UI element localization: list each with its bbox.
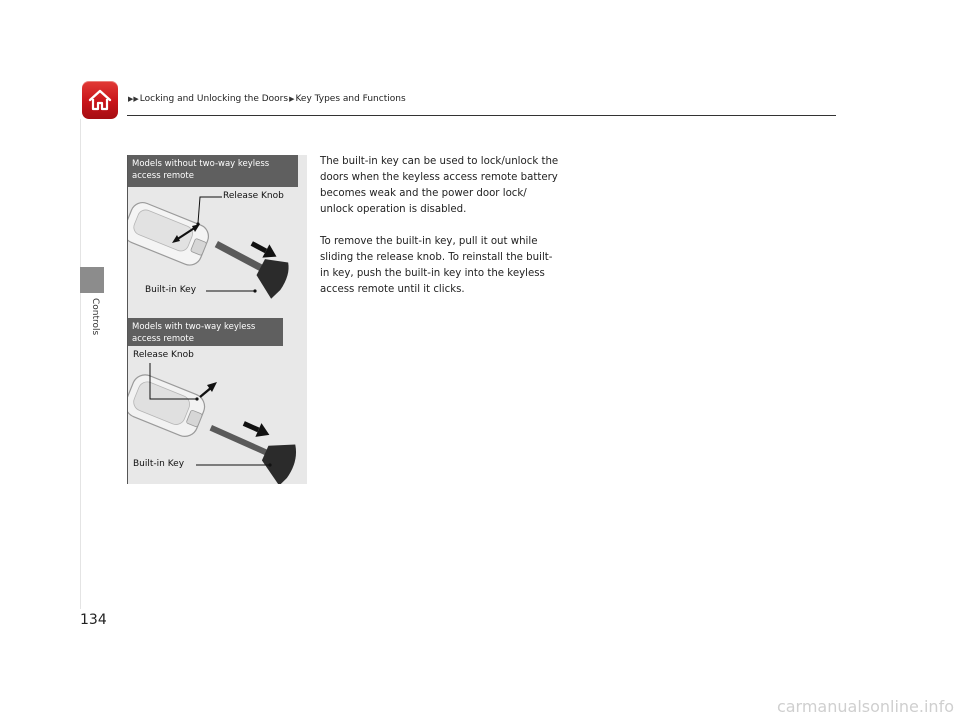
paragraph-remove-key: To remove the built-in key, pull it out while sliding the release knob. To reinstall the built-in key, push the built-in key into the keyless access remote until it clicks. xyxy=(320,236,553,295)
paragraph-built-in-key: The built-in key can be used to lock/unlock the doors when the keyless access remote battery becomes weak and the power door lock/ unlock operation is disabled. xyxy=(320,156,559,215)
figure-header: Models with two-way keyless access remote xyxy=(128,318,283,346)
release-knob-label: Release Knob xyxy=(223,191,284,201)
sidebar-section-label xyxy=(90,298,102,358)
figure-without-two-way xyxy=(127,155,307,317)
header-divider xyxy=(127,115,836,116)
sidebar-section-text: Controls xyxy=(90,298,100,336)
release-knob-label: Release Knob xyxy=(133,350,194,360)
watermark: carmanualsonline.info xyxy=(776,697,954,716)
page-number: 134 xyxy=(80,612,107,628)
breadcrumb xyxy=(127,94,406,104)
sidebar-line xyxy=(80,119,81,609)
home-button[interactable] xyxy=(82,81,118,119)
body-text xyxy=(320,154,560,314)
figure-header: Models without two-way keyless access remote xyxy=(128,155,298,187)
breadcrumb-arrow-icon: ▶ xyxy=(289,95,295,103)
breadcrumb-item-key-types[interactable]: Key Types and Functions xyxy=(295,94,406,104)
sidebar-section-tab[interactable] xyxy=(80,267,104,293)
built-in-key-label: Built-in Key xyxy=(133,459,185,469)
built-in-key-label: Built-in Key xyxy=(145,285,197,295)
figure-with-two-way xyxy=(127,317,307,484)
breadcrumb-arrow-icon: ▶▶ xyxy=(128,95,139,103)
home-icon xyxy=(87,87,113,113)
breadcrumb-item-locking[interactable]: Locking and Unlocking the Doors xyxy=(139,94,289,104)
